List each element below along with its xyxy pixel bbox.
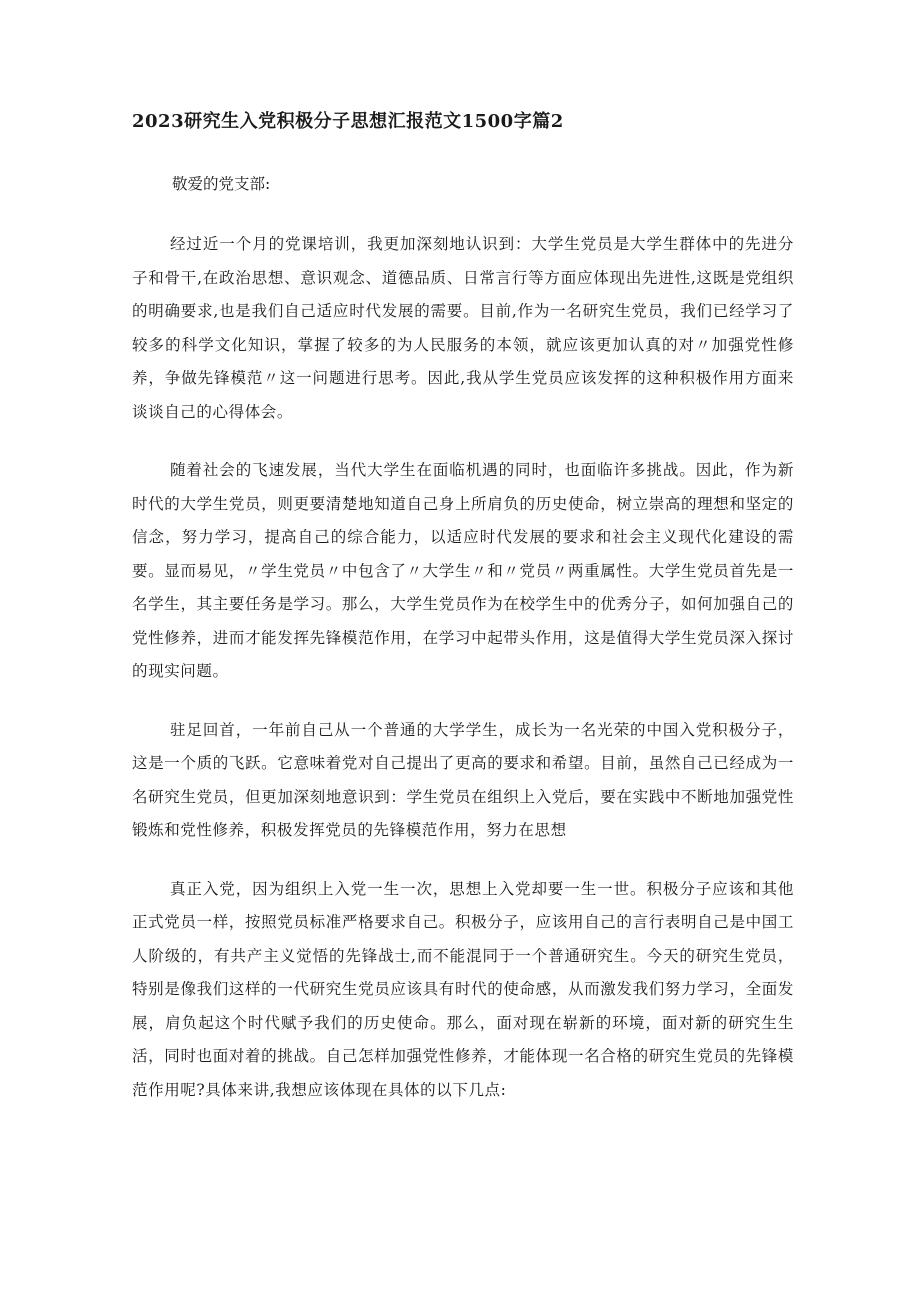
salutation: 敬爱的党支部: [172,175,271,193]
paragraph-4: 真正入党，因为组织上入党一生一次，思想上入党却要一生一世。积极分子应该和其他正式党员一样，按照党员标准严格要求自己。积极分子，应该用自己的言行表明自己是中国工人阶级的，有共产主义觉悟的先锋战士,而不能混同于一个普通研究生。今天的研究生党员，特别是像我们这样的一代研究生党员应该具有时代的使命感，从而激发我们努力学习，全面发展，肩负起这个时代赋予我们的历史使命。那么，面对现在崭新的环境，面对新的研究生生活，同时也面对着的挑战。自己怎样加强党性修养，才能体现一名合格的研究生党员的先锋模范作用呢?具体来讲,我想应该体现在具体的以下几点: [132,879,794,1099]
document-title: 2023研究生入党积极分子思想汇报范文1500字篇2 [132,111,564,132]
paragraph-3: 驻足回首，一年前自己从一个普通的大学学生，成长为一名光荣的中国入党积极分子，这是一个质的飞跃。它意味着党对自己提出了更高的要求和希望。目前，虽然自己已经成为一名研究生党员，但更加深刻地意识到：学生党员在组织上入党后，要在实践中不断地加强党性锻炼和党性修养，积极发挥党员的先锋模范作用，努力在思想 [132,720,794,839]
paragraph-2: 随着社会的飞速发展，当代大学生在面临机遇的同时，也面临许多挑战。因此，作为新时代的大学生党员，则更要清楚地知道自己身上所肩负的历史使命，树立崇高的理想和坚定的信念，努力学习，提高自己的综合能力，以适应时代发展的要求和社会主义现代化建设的需要。显而易见，〃学生党员〃中包含了〃大学生〃和〃党员〃两重属性。大学生党员首先是一名学生，其主要任务是学习。那么，大学生党员作为在校学生中的优秀分子，如何加强自己的党性修养，进而才能发挥先锋模范作用，在学习中起带头作用，这是值得大学生党员深入探讨的现实问题。 [132,461,794,680]
document-page [132,102,794,1132]
paragraph-1: 经过近一个月的党课培训，我更加深刻地认识到：大学生党员是大学生群体中的先进分子和骨干,在政治思想、意识观念、道德品质、日常言行等方面应体现出先进性,这既是党组织的明确要求,也是我们自己适应时代发展的需要。目前,作为一名研究生党员，我们已经学习了较多的科学文化知识，掌握了较多的为人民服务的本领，就应该更加认真的对〃加强党性修养，争做先锋模范〃这一问题进行思考。因此,我从学生党员应该发挥的这种积极作用方面来谈谈自己的心得体会。 [132,235,794,421]
